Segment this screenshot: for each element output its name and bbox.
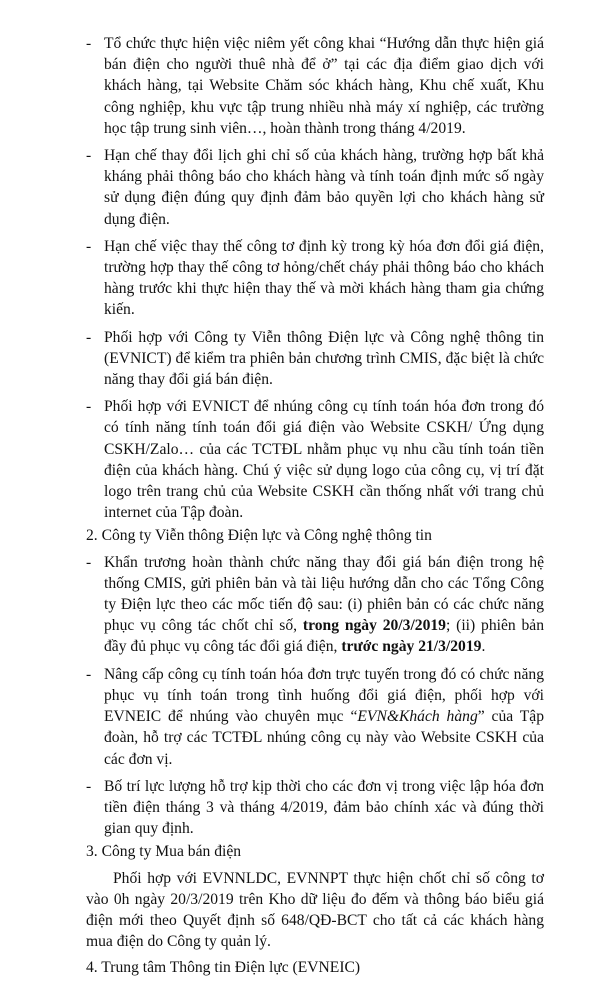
bullet-text — [104, 664, 544, 770]
text-run: Nâng cấp công cụ tính toán hóa đơn trực tuyến trong đó có chức năng phục vụ tính toán trong tình huống đổi giá điện, phối hợp với EVNEIC để nhúng vào chuyên mục “ — [104, 665, 544, 726]
bullet-dash: - — [86, 237, 92, 255]
bullet-text: Phối hợp với Công ty Viễn thông Điện lực và Công nghệ thông tin (EVNICT) để kiểm tra phiên bản chương trình CMIS, đặc biệt là chức năng thay đổi giá bán điện. — [104, 328, 544, 389]
bullet-item — [86, 33, 544, 139]
section-heading-4: 4. Trung tâm Thông tin Điện lực (EVNEIC) — [86, 959, 361, 977]
text-run: ; (ii) phiên bản đầy đủ phục vụ công tác đổi giá điện, — [104, 617, 545, 656]
deadline-bold: trước ngày 21/3/2019 — [341, 638, 482, 656]
bullet-text: Hạn chế thay đổi lịch ghi chỉ số của khách hàng, trường hợp bất khả kháng phải thông báo cho khách hàng và tính toán định mức số ngày sử dụng điện đúng quy định đảm bảo quyền lợi cho khách hàng sử dụng điện. — [104, 147, 544, 228]
bullet-dash: - — [86, 35, 92, 52]
bullet-item — [86, 552, 544, 658]
bullet-item — [86, 145, 544, 230]
section-heading-3: 3. Công ty Mua bán điện — [86, 843, 242, 861]
bullet-text: Hạn chế việc thay thế công tơ định kỳ trong kỳ hóa đơn đổi giá điện, trường hợp thay thế công tơ hỏng/chết cháy phải thông báo cho khách hàng trước khi thực hiện thay thế và mời khách hàng tham gia chứng kiến. — [104, 237, 544, 319]
bullet-item — [86, 236, 544, 321]
bullet-item — [86, 327, 544, 391]
bullet-dash: - — [86, 328, 92, 346]
section-3-paragraph: Phối hợp với EVNNLDC, EVNNPT thực hiện chốt chỉ số công tơ vào 0h ngày 20/3/2019 trên Kho dữ liệu đo đếm và thông báo biểu giá điện mới theo Quyết định số 648/QĐ-BCT cho tất cả các khách hàng mua điện do Công ty quản lý. — [86, 869, 544, 951]
bullet-dash: - — [86, 777, 92, 795]
bullet-dash: - — [86, 665, 92, 683]
bullet-text: Bố trí lực lượng hỗ trợ kịp thời cho các đơn vị trong việc lập hóa đơn tiền điện tháng 3 và tháng 4/2019, đảm bảo chính xác và đúng thời gian quy định. — [104, 777, 544, 838]
bullet-item — [86, 664, 544, 770]
bullet-item — [86, 776, 544, 840]
text-run: ” của Tập đoàn, hỗ trợ các TCTĐL nhúng công cụ này vào Website CSKH của các đơn vị. — [104, 708, 545, 768]
deadline-bold: trong ngày 20/3/2019 — [302, 617, 446, 635]
text-run: Khẩn trương hoàn thành chức năng thay đổi giá bán điện trong hệ thống CMIS, gửi phiên bản và tài liệu hướng dẫn cho các Tổng Công ty Điện lực theo các mốc tiến độ sau: (i) phiên bản có các chức năng phục vụ công tác chốt chỉ số, — [104, 553, 544, 635]
bullet-dash: - — [86, 553, 92, 571]
text-run: . — [481, 638, 486, 656]
bullet-text: Tổ chức thực hiện việc niêm yết công khai “Hướng dẫn thực hiện giá bán điện cho người thuê nhà để ở” tại các địa điểm giao dịch với khách hàng, tại Website Chăm sóc khách hàng, Khu chế xuất, Khu công nghiệp, khu vực tập trung nhiều nhà máy xí nghiệp, các trường học tập trung sinh viên…, hoàn thành trong tháng 4/2019. — [104, 35, 544, 137]
bullet-dash: - — [86, 398, 92, 416]
bullet-dash: - — [86, 147, 92, 165]
category-italic: EVN&Khách hàng — [357, 708, 478, 726]
bullet-text — [104, 552, 544, 658]
document-page — [86, 33, 544, 984]
bullet-text: Phối hợp với EVNICT để nhúng công cụ tính toán hóa đơn trong đó có tính năng tính toán đổi giá điện vào Website CSKH/ Ứng dụng CSKH/Zalo… của các TCTĐL nhằm phục vụ nhu cầu tính toán tiền điện của khách hàng. Chú ý việc sử dụng logo của công cụ, vị trí đặt logo trên trang chủ của Website CSKH cần thống nhất với trang chủ internet của Tập đoàn. — [104, 398, 544, 522]
bullet-item — [86, 396, 544, 523]
section-heading-2: 2. Công ty Viễn thông Điện lực và Công nghệ thông tin — [86, 527, 432, 545]
